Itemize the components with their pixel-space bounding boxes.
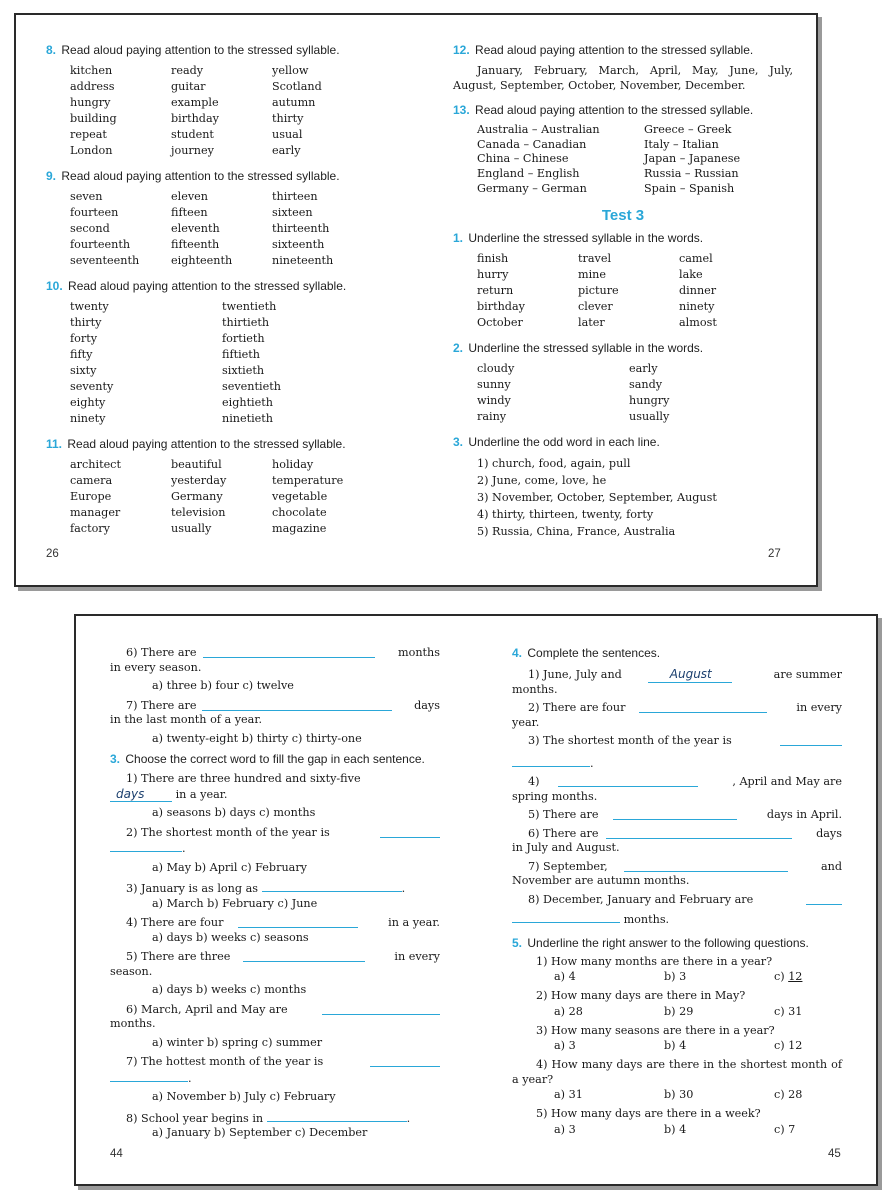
exercise-number: 9.: [46, 169, 57, 183]
word: second: [70, 222, 110, 235]
word: building: [70, 112, 117, 125]
exercise-title: Read aloud paying attention to the stressed syllable.: [61, 169, 340, 183]
complete-sentence-3: 3) The shortest month of the year is .: [512, 734, 842, 771]
exercise-number: 12.: [453, 43, 470, 57]
sentence-text: 7) The hottest month of the year is: [126, 1055, 324, 1068]
answer-blank[interactable]: [370, 1055, 440, 1067]
sentence-text: in a year.: [388, 916, 440, 929]
word: sunny: [477, 377, 511, 391]
word: holiday: [272, 458, 314, 471]
gap-sentence-8: 8) School year begins in .: [126, 1111, 411, 1125]
answer-blank[interactable]: [624, 860, 788, 872]
word: sixteen: [272, 206, 313, 219]
answer-blank[interactable]: [639, 701, 767, 713]
sentence-text: spring months.: [512, 789, 598, 803]
answer-blank[interactable]: [243, 950, 365, 962]
complete-sentence-8: [512, 893, 842, 928]
sentence-text: are summer: [773, 668, 842, 681]
exercise-8: [46, 43, 406, 159]
word: seven: [70, 190, 103, 203]
answer-options: a) winter b) spring c) summer: [152, 1035, 323, 1049]
exercise-number: 4.: [512, 646, 523, 660]
word: windy: [477, 393, 511, 407]
word: thirty: [272, 112, 304, 125]
word: hurry: [477, 267, 509, 281]
question-text: 4) How many days are there in the shortest month of a year?: [512, 1058, 842, 1086]
answer-option-a[interactable]: a) 4: [554, 970, 576, 983]
complete-sentence-1: [512, 667, 842, 697]
answer-blank[interactable]: [267, 1110, 407, 1122]
country-pair: England – English: [477, 167, 580, 181]
months-text: January, February, March, April, May, June, July, August, September, October, November, December.: [453, 64, 793, 92]
odd-word-line: 4) thirty, thirteen, twenty, forty: [477, 507, 654, 521]
gap-sentence-5: [110, 950, 440, 979]
sentence-text: and: [820, 859, 842, 873]
sentence-text: days: [414, 698, 440, 712]
answer-option-c[interactable]: c) 12: [774, 970, 803, 983]
exercise-number: 8.: [46, 43, 57, 57]
sentence-text: 1) There are three hundred and sixty-five: [126, 772, 361, 785]
exercise-number: 5.: [512, 935, 523, 950]
word-grid: [453, 361, 793, 425]
answer-blank[interactable]: [262, 880, 402, 892]
test-task-1: [453, 231, 793, 331]
test-task-3: [453, 435, 793, 540]
exercise-number: 1.: [453, 230, 464, 245]
word: sixteenth: [272, 238, 325, 251]
word-grid: [46, 189, 406, 269]
exercise-number: 2.: [453, 340, 464, 355]
question-item: [512, 1107, 842, 1137]
sentence-text: months: [398, 646, 440, 659]
sentence-text: days: [816, 826, 842, 840]
answer-option-a[interactable]: a) 28: [554, 1004, 583, 1018]
sentence-text: 5) There are three: [126, 950, 231, 963]
sentence-text: 6) There are: [528, 826, 599, 840]
word: magazine: [272, 522, 327, 535]
complete-sentence-6: [512, 827, 842, 856]
gap-sentence-6: [110, 1003, 440, 1032]
word: birthday: [477, 299, 525, 313]
word: guitar: [171, 80, 206, 93]
word: thirteen: [272, 190, 318, 203]
exercise-number: 13.: [453, 103, 470, 117]
answer-options: a) January b) September c) December: [152, 1126, 368, 1139]
country-pair: Canada – Canadian: [477, 137, 587, 151]
word: factory: [70, 522, 110, 535]
word: student: [171, 128, 214, 141]
answer-options: a) November b) July c) February: [152, 1090, 336, 1103]
word: picture: [578, 283, 619, 297]
exercise-title: Underline the right answer to the following questions.: [527, 935, 809, 950]
word: seventieth: [222, 380, 281, 393]
answer-blank[interactable]: [110, 840, 182, 852]
word: fiftieth: [222, 348, 260, 361]
sentence-text: 4) There are four: [126, 916, 224, 929]
word: kitchen: [70, 64, 113, 77]
sentence-text: 5) There are: [528, 808, 599, 821]
sentence-text: in the last month of a year.: [110, 713, 263, 726]
sentence-text: 6) March, April and May are: [126, 1002, 288, 1016]
word: fourteen: [70, 206, 119, 219]
word: television: [171, 506, 226, 519]
word: usually: [171, 522, 212, 535]
word: seventeenth: [70, 254, 140, 267]
word: later: [578, 315, 605, 329]
answer-options: a) three b) four c) twelve: [152, 679, 294, 692]
answer-options: a) days b) weeks c) months: [152, 983, 307, 996]
word: sixtieth: [222, 364, 265, 377]
exercise-title: Read aloud paying attention to the stressed syllable.: [68, 279, 347, 293]
workbook-spread-44-45: [74, 614, 878, 1186]
word: thirteenth: [272, 222, 330, 235]
word: fortieth: [222, 332, 265, 345]
answer-blank[interactable]: [512, 911, 620, 923]
word: ninetieth: [222, 412, 274, 425]
word: forty: [70, 332, 98, 345]
odd-word-line: 5) Russia, China, France, Australia: [477, 524, 676, 538]
question-list: [512, 955, 842, 1137]
page-26: [46, 43, 406, 585]
odd-word-line: 3) November, October, September, August: [477, 490, 717, 504]
word: chocolate: [272, 506, 327, 519]
answer-options: a) seasons b) days c) months: [152, 806, 316, 819]
sentence-text: 3) January is as long as: [126, 882, 258, 895]
exercise-12: [453, 43, 793, 93]
complete-sentence-5: [512, 808, 842, 823]
question-item: [512, 1024, 842, 1054]
exercise-title: Read aloud paying attention to the stressed syllable.: [67, 437, 346, 451]
answer-option-a[interactable]: a) 31: [554, 1088, 583, 1101]
word: eleventh: [171, 222, 220, 235]
word: yesterday: [171, 474, 227, 487]
word: finish: [477, 251, 509, 265]
answer-blank[interactable]: [780, 734, 842, 746]
exercise-title: Read aloud paying attention to the stressed syllable.: [475, 103, 754, 117]
word: sandy: [629, 377, 663, 391]
page-number: 45: [828, 1148, 841, 1160]
word: October: [477, 315, 523, 329]
exercise-title: Complete the sentences.: [527, 646, 661, 660]
word: camel: [679, 251, 713, 265]
word: almost: [679, 315, 717, 329]
answer-option-b[interactable]: b) 3: [664, 970, 687, 983]
word: birthday: [171, 112, 219, 125]
page-number: 44: [110, 1148, 123, 1160]
page-number: 27: [768, 548, 781, 560]
country-pair: Japan – Japanese: [644, 152, 741, 166]
word: journey: [171, 144, 214, 157]
sentence-text: 7) There are: [126, 698, 197, 712]
page-number: 26: [46, 548, 59, 560]
word-grid: [453, 251, 793, 331]
word: early: [272, 144, 301, 157]
complete-sentence-4: [512, 775, 842, 804]
answer-blank[interactable]: [110, 1070, 188, 1082]
answer-blank[interactable]: [806, 893, 842, 905]
complete-sentence-2: [512, 701, 842, 730]
gap-sentence-7: 7) The hottest month of the year is .: [110, 1055, 440, 1086]
answer-option-c[interactable]: c) 12: [774, 1039, 803, 1052]
answer-options: a) twenty-eight b) thirty c) thirty-one: [152, 731, 362, 745]
question-text: 1) How many months are there in a year?: [536, 954, 773, 968]
word: twenty: [70, 300, 109, 313]
sentence-text: November are autumn months.: [512, 874, 690, 887]
word: eighteenth: [171, 254, 233, 267]
word: travel: [578, 251, 612, 265]
odd-word-line: 2) June, come, love, he: [477, 473, 607, 487]
exercise-number: 3.: [110, 752, 121, 766]
word: sixty: [70, 364, 97, 377]
word: autumn: [272, 96, 316, 109]
word: yellow: [272, 64, 309, 77]
answer-blank[interactable]: [606, 827, 792, 839]
answer-blank[interactable]: [203, 646, 375, 658]
exercise-5-heading: [512, 936, 842, 950]
sentence-text: year.: [512, 715, 540, 729]
word: manager: [70, 506, 121, 519]
word: dinner: [679, 283, 717, 297]
gap-sentence-4: [110, 916, 440, 931]
word: address: [70, 80, 115, 93]
word: fifteenth: [171, 238, 220, 251]
sentence-text: in a year.: [175, 787, 228, 801]
exercise-10: [46, 279, 406, 427]
sentence-text: in every season.: [110, 660, 202, 674]
sentence-text: in every: [796, 701, 842, 714]
exercise-number: 3.: [453, 434, 464, 449]
exercise-3-heading: [110, 752, 440, 767]
word: seventy: [70, 380, 114, 393]
country-grid: [453, 123, 793, 197]
answer-blank[interactable]: [558, 775, 698, 787]
word: example: [171, 96, 219, 109]
sentence-text: 2) There are four: [528, 701, 626, 714]
question-text: 5) How many days are there in a week?: [536, 1107, 761, 1120]
word: vegetable: [272, 490, 328, 503]
answer-blank[interactable]: [380, 826, 440, 838]
answer-option-b[interactable]: b) 30: [664, 1088, 694, 1101]
handwritten-answer[interactable]: days: [110, 787, 172, 803]
page-27: [453, 43, 793, 585]
sentence-text: in July and August.: [512, 841, 620, 854]
question-item: [512, 1058, 842, 1102]
answer-blank[interactable]: [613, 808, 737, 820]
sentence-text: , April and May are: [732, 775, 842, 788]
gap-sentence-1: [110, 772, 440, 802]
sentence-7: [110, 699, 440, 728]
word: nineteenth: [272, 254, 334, 267]
word: hungry: [629, 393, 670, 407]
word: fifteen: [171, 206, 208, 219]
word: eightieth: [222, 396, 273, 409]
word: architect: [70, 458, 121, 471]
word: fourteenth: [70, 238, 131, 251]
answer-option-a[interactable]: a) 3: [554, 1039, 576, 1052]
sentence-text: 4): [528, 775, 540, 788]
question-item: [512, 989, 842, 1019]
sentence-text: in every: [394, 950, 440, 963]
word: beautiful: [171, 458, 222, 471]
word: fifty: [70, 348, 93, 361]
word: ready: [171, 64, 204, 77]
country-pair: China – Chinese: [477, 152, 569, 166]
word: ninety: [679, 299, 715, 313]
answer-blank[interactable]: [512, 755, 590, 767]
answer-option-c[interactable]: c) 7: [774, 1122, 796, 1136]
complete-sentence-7: [512, 860, 842, 889]
odd-word-list: [453, 455, 793, 540]
gap-sentence-2: 2) The shortest month of the year is .: [110, 826, 440, 857]
word: rainy: [477, 409, 507, 423]
word: return: [477, 283, 514, 297]
word: twentieth: [222, 300, 277, 313]
page-44: [110, 646, 440, 1184]
question-text: 3) How many seasons are there in a year?: [536, 1023, 775, 1037]
country-pair: Greece – Greek: [644, 123, 732, 136]
odd-word-line: 1) church, food, again, pull: [477, 456, 631, 470]
sentence-text: days in April.: [766, 808, 842, 821]
workbook-spread-26-27: [14, 13, 818, 587]
sentence-6: [110, 646, 440, 675]
word: early: [629, 361, 658, 375]
test-title: Test 3: [601, 206, 645, 224]
answer-blank[interactable]: [322, 1003, 440, 1015]
exercise-9: [46, 169, 406, 269]
answer-option-c[interactable]: c) 28: [774, 1088, 803, 1101]
exercise-4-heading: [512, 646, 842, 660]
word: London: [70, 144, 113, 157]
question-item: [512, 955, 842, 985]
answer-option-a[interactable]: a) 3: [554, 1122, 576, 1136]
country-pair: Spain – Spanish: [644, 181, 735, 195]
sentence-text: 7) September,: [528, 859, 608, 873]
page-45: [512, 646, 842, 1184]
exercise-title: Underline the stressed syllable in the words.: [468, 230, 704, 245]
word: eighty: [70, 396, 106, 409]
word: camera: [70, 474, 113, 487]
word: cloudy: [477, 361, 515, 375]
sentence-text: 3) The shortest month of the year is: [528, 734, 732, 747]
sentence-text: season.: [110, 964, 153, 978]
question-text: 2) How many days are there in May?: [536, 989, 746, 1002]
word: thirty: [70, 316, 102, 329]
answer-blank[interactable]: [202, 699, 392, 711]
country-pair: Russia – Russian: [644, 167, 739, 181]
answer-option-b[interactable]: b) 4: [664, 1122, 687, 1136]
word: ninety: [70, 412, 106, 425]
exercise-number: 11.: [46, 437, 63, 451]
word-grid: [46, 63, 406, 159]
gap-sentence-3: 3) January is as long as .: [126, 882, 406, 895]
word: thirtieth: [222, 316, 270, 329]
sentence-text: 8) December, January and February are: [528, 892, 754, 906]
sentence-text: 1) June, July and: [528, 668, 622, 681]
exercise-title: Underline the odd word in each line.: [468, 434, 660, 449]
answer-option-b[interactable]: b) 29: [664, 1004, 694, 1018]
sentence-text: 2) The shortest month of the year is: [126, 825, 330, 839]
sentence-text: 6) There are: [126, 646, 197, 659]
sentence-text: months.: [110, 1017, 156, 1030]
country-pair: Germany – German: [477, 181, 587, 195]
country-pair: Australia – Australian: [477, 123, 600, 136]
handwritten-answer[interactable]: August: [648, 667, 732, 683]
word: usual: [272, 128, 303, 141]
exercise-11: [46, 437, 406, 537]
exercise-title: Read aloud paying attention to the stressed syllable.: [475, 43, 754, 57]
word: lake: [679, 267, 703, 281]
answer-option-b[interactable]: b) 4: [664, 1039, 687, 1052]
answer-options: a) days b) weeks c) seasons: [152, 930, 309, 944]
exercise-number: 10.: [46, 279, 63, 293]
word: usually: [629, 409, 670, 423]
word: repeat: [70, 128, 107, 141]
exercise-title: Read aloud paying attention to the stressed syllable.: [61, 43, 340, 57]
word: eleven: [171, 190, 208, 203]
word: Germany: [171, 490, 223, 503]
answer-blank[interactable]: [238, 916, 358, 928]
answer-options: a) May b) April c) February: [152, 860, 307, 874]
sentence-text: months.: [623, 913, 670, 926]
word-grid: [46, 457, 406, 537]
answer-options: a) March b) February c) June: [152, 896, 318, 910]
word: Europe: [70, 490, 112, 503]
sentence-text: months.: [512, 682, 558, 696]
exercise-13: [453, 103, 793, 197]
word: hungry: [70, 96, 111, 109]
exercise-title: Choose the correct word to fill the gap in each sentence.: [125, 752, 425, 766]
word: mine: [578, 267, 607, 281]
country-pair: Italy – Italian: [644, 137, 719, 151]
answer-option-c[interactable]: c) 31: [774, 1004, 803, 1018]
word-grid: [46, 299, 406, 427]
exercise-title: Underline the stressed syllable in the words.: [468, 340, 704, 355]
word: temperature: [272, 474, 344, 487]
word: Scotland: [272, 80, 322, 93]
sentence-text: 8) School year begins in: [126, 1111, 264, 1125]
test-task-2: [453, 341, 793, 425]
word: clever: [578, 299, 613, 313]
